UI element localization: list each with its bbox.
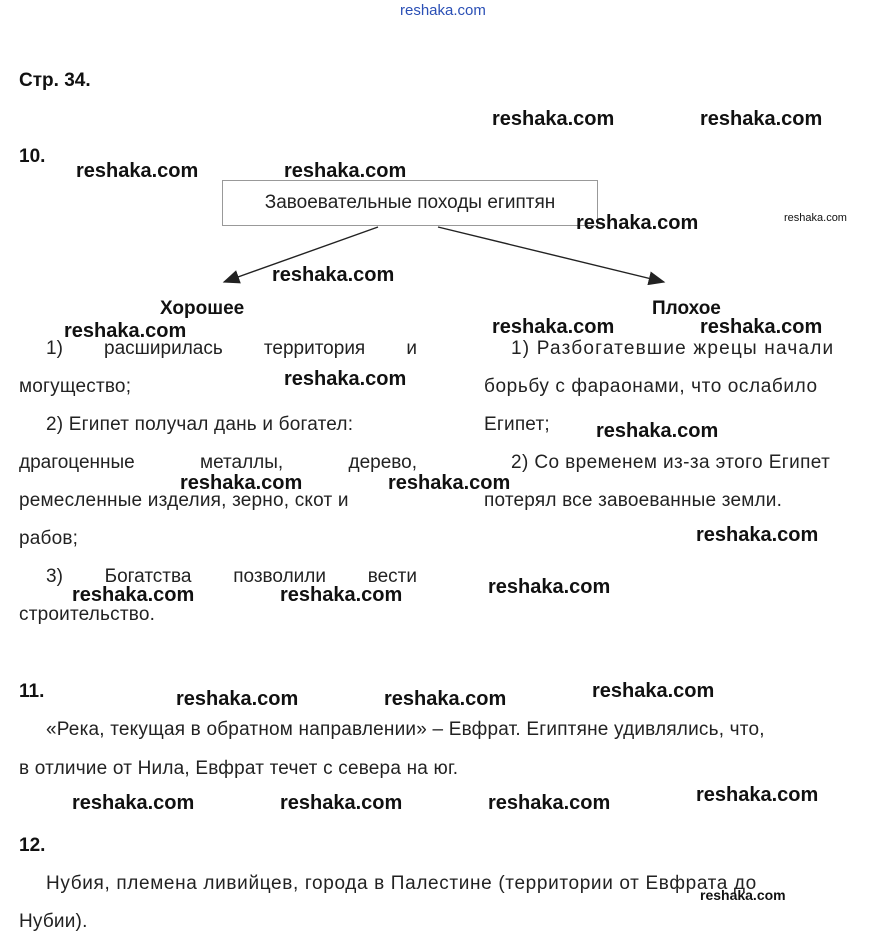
watermark: reshaka.com [284, 160, 407, 182]
question-11-line-1: «Река, текущая в обратном направлении» – Евфрат. Египтяне удивлялись, что, [46, 719, 765, 740]
good-line-8: строительство. [19, 604, 156, 625]
good-line-1-word: 1) [46, 338, 63, 359]
watermark: reshaka.com [492, 108, 615, 130]
watermark: reshaka.com [384, 688, 507, 710]
arrow-to-bad [438, 227, 664, 282]
watermark: reshaka.com [696, 524, 819, 546]
question-10-number: 10. [19, 146, 46, 167]
good-line-7-word: Богатства [104, 566, 192, 587]
watermark: reshaka.com [284, 368, 407, 390]
page-reference: Стр. 34. [19, 70, 91, 91]
watermark: reshaka.com [72, 584, 195, 606]
watermark: reshaka.com [388, 472, 511, 494]
question-11-number: 11. [19, 681, 45, 702]
watermark: reshaka.com [700, 887, 786, 903]
question-12-line-1: Нубия, племена ливийцев, города в Палестине (территории от Евфрата до [46, 873, 757, 894]
good-line-3: 2) Египет получал дань и богател: [46, 414, 354, 435]
watermark: reshaka.com [272, 264, 395, 286]
good-line-4-word: драгоценные [19, 452, 135, 473]
watermark: reshaka.com [488, 792, 611, 814]
good-line-4-word: металлы, [200, 452, 284, 473]
header-watermark: reshaka.com [400, 2, 486, 19]
watermark: reshaka.com [696, 784, 819, 806]
watermark: reshaka.com [280, 792, 403, 814]
watermark: reshaka.com [784, 212, 847, 224]
good-column-title: Хорошее [160, 298, 245, 319]
watermark: reshaka.com [176, 688, 299, 710]
good-line-5: ремесленные изделия, зерно, скот и [19, 490, 349, 511]
bad-line-2: борьбу с фараонами, что ослабило [484, 376, 818, 397]
good-line-2: могущество; [19, 376, 132, 397]
good-line-7-word: позволили [233, 566, 326, 587]
watermark: reshaka.com [492, 316, 615, 338]
watermark: reshaka.com [488, 576, 611, 598]
good-line-4-word: дерево, [348, 452, 417, 473]
bad-column-title: Плохое [652, 298, 721, 319]
watermark: reshaka.com [64, 320, 187, 342]
good-line-7-word: 3) [46, 566, 63, 587]
bad-line-3: Египет; [484, 414, 550, 435]
watermark: reshaka.com [576, 212, 699, 234]
good-line-7-word: вести [367, 566, 417, 587]
watermark: reshaka.com [72, 792, 195, 814]
watermark: reshaka.com [280, 584, 403, 606]
good-line-6: рабов; [19, 528, 79, 549]
good-line-1-word: и [406, 338, 417, 359]
watermark: reshaka.com [592, 680, 715, 702]
diagram-title-box: Завоевательные походы египтян [222, 180, 598, 226]
watermark: reshaka.com [180, 472, 303, 494]
good-line-4 [19, 452, 417, 474]
watermark: reshaka.com [76, 160, 199, 182]
bad-line-4: 2) Со временем из-за этого Египет [511, 452, 831, 473]
bad-line-1: 1) Разбогатевшие жрецы начали [511, 338, 835, 359]
question-12-number: 12. [19, 835, 46, 856]
watermark: reshaka.com [700, 316, 823, 338]
watermark: reshaka.com [700, 108, 823, 130]
question-12-line-2: Нубии). [19, 911, 88, 932]
good-line-1-word: расширилась [104, 338, 223, 359]
question-11-line-2: в отличие от Нила, Евфрат течет с севера на юг. [19, 758, 459, 779]
bad-line-5: потерял все завоеванные земли. [484, 490, 783, 511]
watermark: reshaka.com [596, 420, 719, 442]
good-line-1-word: территория [263, 338, 366, 359]
